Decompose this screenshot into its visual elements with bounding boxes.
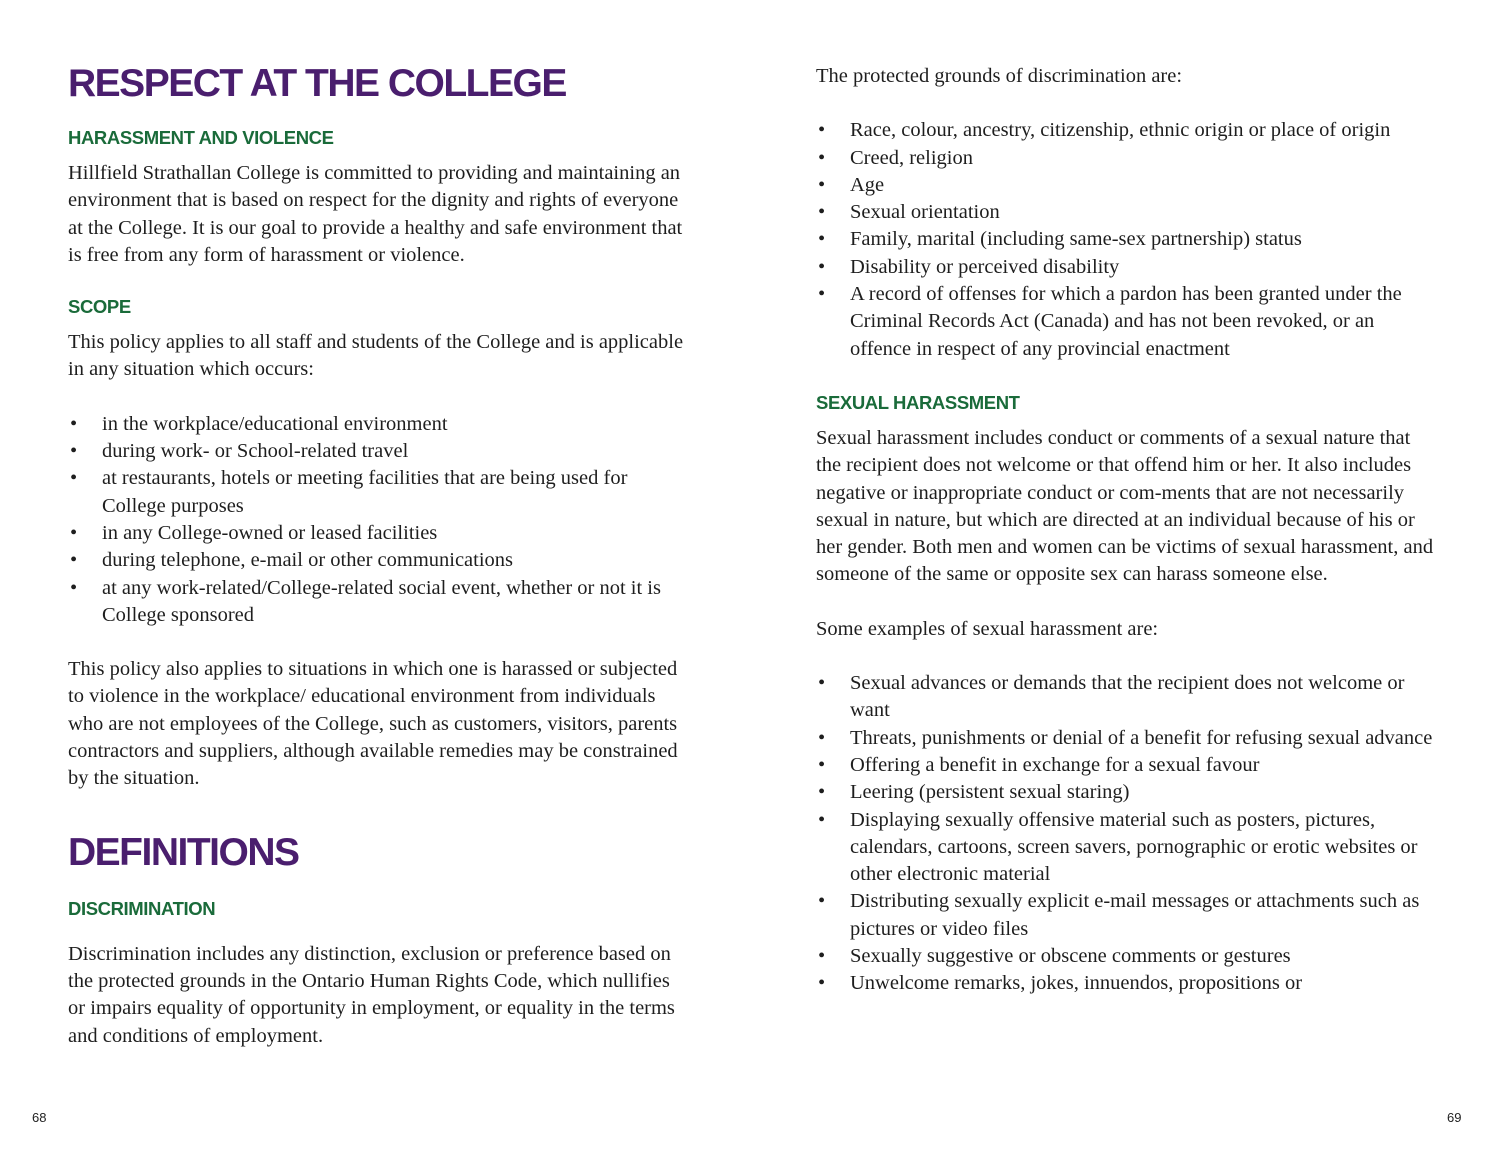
list-item: • at restaurants, hotels or meeting facilities that are being used for College purposes	[68, 465, 688, 520]
list-item: • during telephone, e-mail or other communications	[68, 547, 688, 574]
examples-intro: Some examples of sexual harassment are:	[816, 617, 1159, 640]
list-item: • A record of offenses for which a pardon has been granted under the Criminal Records Act (Canada) and has not been revoked, or an offence in respect of any provincial enactment	[816, 281, 1436, 363]
list-item: • Creed, religion	[816, 145, 1436, 172]
list-item: • at any work-related/College-related social event, whether or not it is College sponsored	[68, 575, 688, 630]
examples-list	[816, 670, 1436, 998]
list-item: • Sexual advances or demands that the recipient does not welcome or want	[816, 670, 1436, 725]
page-number-right: 69	[1447, 1110, 1462, 1125]
list-item: • Age	[816, 172, 1436, 199]
list-item: • during work- or School-related travel	[68, 438, 688, 465]
list-item: • Threats, punishments or denial of a benefit for refusing sexual advance	[816, 725, 1436, 752]
definitions-title: DEFINITIONS	[68, 830, 299, 874]
scope-list	[68, 411, 688, 629]
harassment-heading: HARASSMENT AND VIOLENCE	[68, 127, 334, 148]
sexual-harassment-heading: SEXUAL HARASSMENT	[816, 391, 1020, 413]
list-item: • Disability or perceived disability	[816, 254, 1436, 281]
list-item: • Family, marital (including same-sex partnership) status	[816, 226, 1436, 253]
list-item: • in the workplace/educational environment	[68, 411, 688, 438]
left-page	[68, 0, 688, 1050]
grounds-intro: The protected grounds of discrimination are:	[816, 65, 1183, 87]
page-title: RESPECT AT THE COLLEGE	[68, 62, 566, 105]
scope-heading: SCOPE	[68, 296, 131, 318]
list-item: • Unwelcome remarks, jokes, innuendos, propositions or	[816, 970, 1436, 997]
scope-closing-paragraph: This policy also applies to situations in which one is harassed or subjected to violence in the workplace/ educational environment from individuals who are not employees of the College, such as customers, visitors, parents contractors and suppliers, although available remedies may be constrained by the situation.	[68, 658, 678, 790]
right-page	[816, 0, 1436, 998]
scope-intro: This policy applies to all staff and students of the College and is applicable in any situation which occurs:	[68, 331, 684, 381]
list-item: • Distributing sexually explicit e-mail messages or attachments such as pictures or video files	[816, 888, 1436, 943]
list-item: • Sexual orientation	[816, 199, 1436, 226]
list-item: • Displaying sexually offensive material such as posters, pictures, calendars, cartoons, screen savers, pornographic or erotic websites or other electronic material	[816, 807, 1436, 889]
harassment-paragraph: Hillfield Strathallan College is committed to providing and maintaining an environment that is based on respect for the dignity and rights of everyone at the College. It is our goal to provide a healthy and safe environment that is free from any form of harassment or violence.	[68, 162, 683, 266]
grounds-list	[816, 117, 1436, 363]
discrimination-heading: DISCRIMINATION	[68, 897, 216, 919]
list-item: • Leering (persistent sexual staring)	[816, 779, 1436, 806]
list-item: • in any College-owned or leased facilities	[68, 520, 688, 547]
list-item: • Sexually suggestive or obscene comments or gestures	[816, 943, 1436, 970]
page-number-left: 68	[32, 1110, 47, 1125]
list-item: • Race, colour, ancestry, citizenship, ethnic origin or place of origin	[816, 117, 1436, 144]
list-item: • Offering a benefit in exchange for a sexual favour	[816, 752, 1436, 779]
discrimination-paragraph: Discrimination includes any distinction, exclusion or preference based on the protected grounds in the Ontario Human Rights Code, which nullifies or impairs equality of opportunity in employment, or equality in the terms and conditions of employment.	[68, 942, 675, 1047]
sexual-harassment-paragraph: Sexual harassment includes conduct or comments of a sexual nature that the recipient does not welcome or that offend him or her. It also includes negative or inappropriate conduct or com-ments that are not necessarily sexual in nature, but which are directed at an individual because of his or her gender. Both men and women can be victims of sexual harassment, and someone of the same or opposite sex can harass someone else.	[816, 426, 1434, 586]
